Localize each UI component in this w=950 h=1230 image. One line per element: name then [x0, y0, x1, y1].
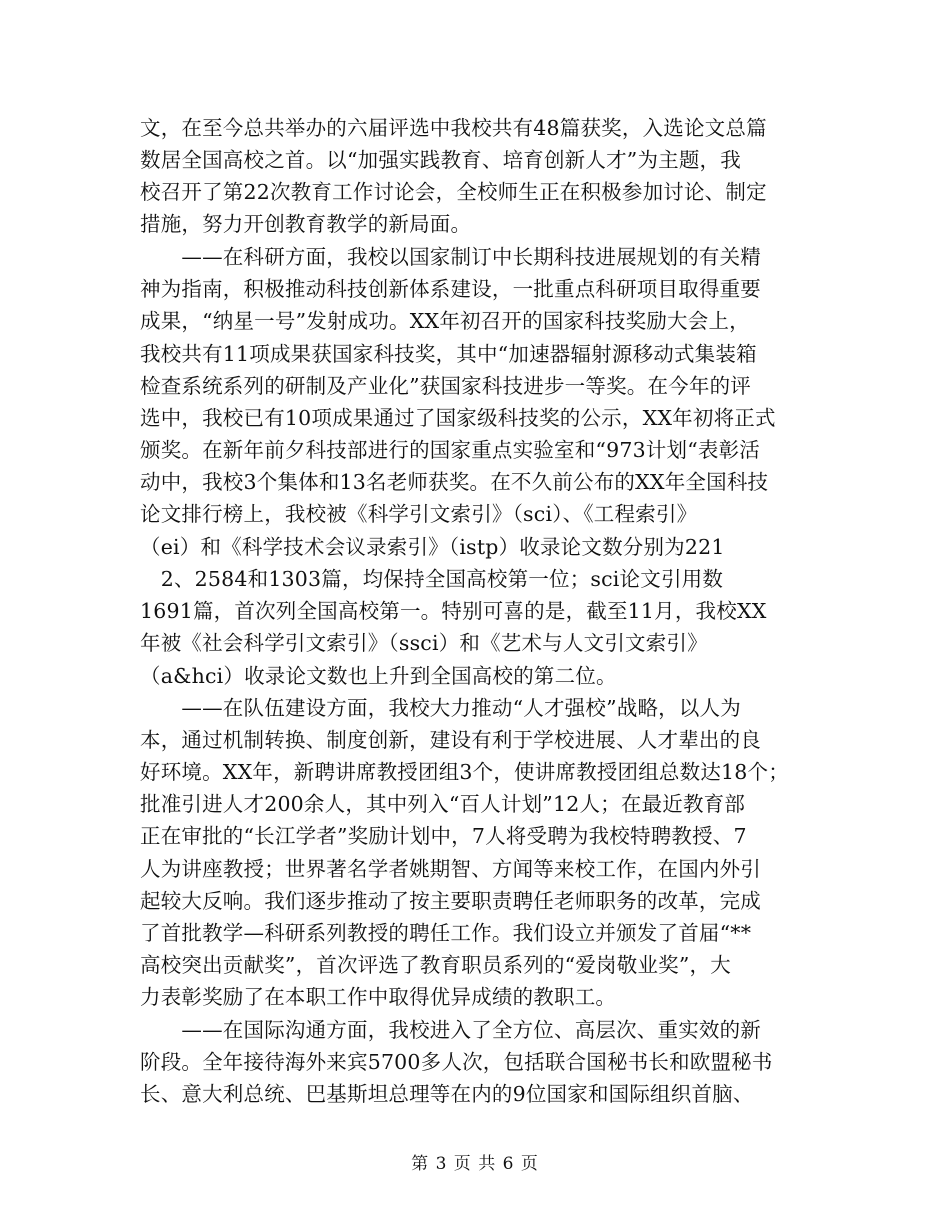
- text-line: 成果，“纳星一号”发射成功。XX年初召开的国家科技奖励大会上，: [140, 309, 750, 333]
- text-line: 我校共有11项成果获国家科技奖，其中“加速器辐射源移动式集装箱: [140, 342, 757, 366]
- text-line: 动中，我校3个集体和13名老师获奖。在不久前公布的XX年全国科技: [140, 470, 769, 494]
- text-line: ——在科研方面，我校以国家制订中长期科技进展规划的有关精: [140, 245, 761, 269]
- page-number-footer: 第 3 页 共 6 页: [411, 1154, 539, 1174]
- text-line: 论文排行榜上，我校被《科学引文索引》（sci）、《工程索引》: [140, 502, 698, 526]
- text-line: 1691篇，首次列全国高校第一。特别可喜的是，截至11月，我校XX: [140, 599, 767, 623]
- text-line: （a&hci）收录论文数也上升到全国高校的第二位。: [140, 664, 617, 688]
- text-line: 批准引进人才200余人，其中列入“百人计划”12人；在最近教育部: [140, 792, 746, 816]
- text-line: 力表彰奖励了在本职工作中取得优异成绩的教职工。: [140, 985, 617, 1009]
- text-line: 正在审批的“长江学者”奖励计划中，7人将受聘为我校特聘教授、7: [140, 824, 747, 848]
- text-line: 措施，努力开创教育教学的新局面。: [140, 212, 472, 236]
- text-line: ——在队伍建设方面，我校大力推动“人才强校”战略，以人为: [140, 696, 741, 720]
- text-line: 文，在至今总共举办的六届评选中我校共有48篇获奖，入选论文总篇: [140, 116, 767, 140]
- text-line: 神为指南，积极推动科技创新体系建设，一批重点科研项目取得重要: [140, 277, 761, 301]
- text-line: 选中，我校已有10项成果通过了国家级科技奖的公示，XX年初将正式: [140, 406, 776, 430]
- text-line: （ei）和《科学技术会议录索引》（istp）收录论文数分别为221: [140, 535, 725, 559]
- text-line: 起较大反响。我们逐步推动了按主要职责聘任老师职务的改革，完成: [140, 889, 761, 913]
- text-line: 颁奖。在新年前夕科技部进行的国家重点实验室和“973计划“表彰活: [140, 438, 760, 462]
- text-line: 2、2584和1303篇，均保持全国高校第一位；sci论文引用数: [140, 567, 724, 591]
- text-line: 本，通过机制转换、制度创新，建设有利于学校进展、人才辈出的良: [140, 728, 761, 752]
- text-line: 年被《社会科学引文索引》（ssci）和《艺术与人文引文索引》: [140, 631, 708, 655]
- text-line: 长、意大利总统、巴基斯坦总理等在内的9位国家和国际组织首脑、: [140, 1082, 754, 1106]
- text-line: 校召开了第22次教育工作讨论会，全校师生正在积极参加讨论、制定: [140, 180, 767, 204]
- text-line: 好环境。XX年，新聘讲席教授团组3个，使讲席教授团组总数达18个；: [140, 760, 789, 784]
- text-line: 数居全国高校之首。以“加强实践教育、培育创新人才”为主题，我: [140, 148, 741, 172]
- text-line: 阶段。全年接待海外来宾5700多人次，包括联合国秘书长和欧盟秘书: [140, 1050, 773, 1074]
- text-line: 了首批教学—科研系列教授的聘任工作。我们设立并颁发了首届“**: [140, 921, 752, 945]
- text-line: 人为讲座教授；世界著名学者姚期智、方闻等来校工作，在国内外引: [140, 857, 761, 881]
- text-line: 检查系统系列的研制及产业化”获国家科技进步一等奖。在今年的评: [140, 374, 751, 398]
- text-line: 高校突出贡献奖”，首次评选了教育职员系列的“爱岗敬业奖”，大: [140, 953, 731, 977]
- text-line: ——在国际沟通方面，我校进入了全方位、高层次、重实效的新: [140, 1018, 761, 1042]
